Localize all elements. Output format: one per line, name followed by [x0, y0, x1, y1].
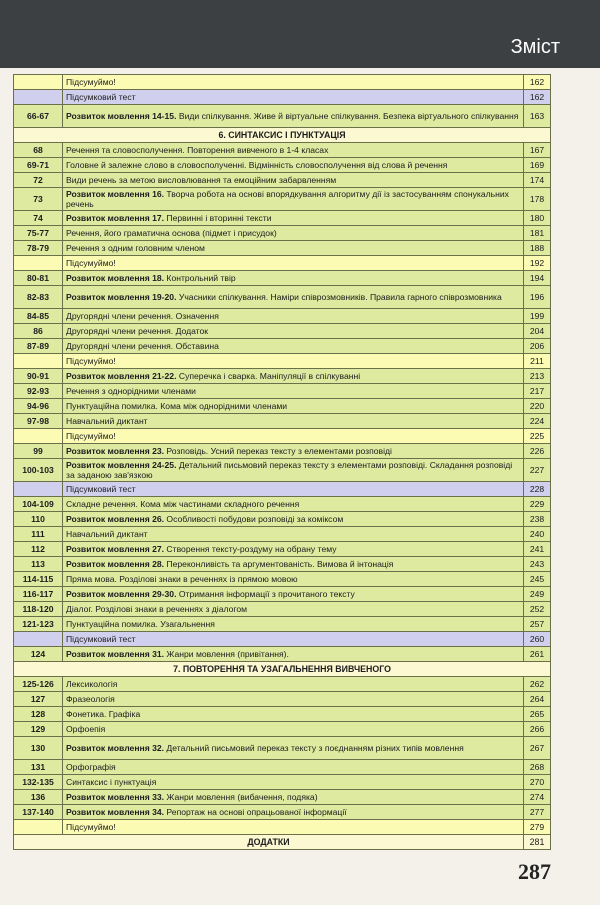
topic-cell — [63, 557, 524, 572]
lesson-number-cell — [14, 354, 63, 369]
toc-row — [14, 632, 551, 647]
lesson-number-cell — [14, 482, 63, 497]
toc-row — [14, 482, 551, 497]
topic-bold-prefix: Розвиток мовлення 34. — [66, 807, 165, 817]
lesson-number-cell — [14, 820, 63, 835]
page-cell: 180 — [524, 211, 551, 226]
toc-row — [14, 90, 551, 105]
topic-text: Другорядні члени речення. Додаток — [66, 326, 209, 336]
page-cell: 162 — [524, 90, 551, 105]
page-cell: 262 — [524, 677, 551, 692]
topic-text: Пунктуаційна помилка. Кома між однорідними членами — [66, 401, 288, 411]
topic-text: Складне речення. Кома між частинами складного речення — [66, 499, 300, 509]
toc-row — [14, 369, 551, 384]
topic-cell — [63, 722, 524, 737]
lesson-number-cell: 72 — [14, 173, 63, 188]
topic-cell — [63, 790, 524, 805]
lesson-number-cell: 100-103 — [14, 459, 63, 482]
section-heading-row — [14, 128, 551, 143]
topic-text: Підсумуймо! — [66, 431, 116, 441]
lesson-number-cell: 80-81 — [14, 271, 63, 286]
lesson-number-cell: 69-71 — [14, 158, 63, 173]
table-of-contents — [13, 74, 551, 850]
lesson-number-cell: 112 — [14, 542, 63, 557]
topic-cell — [63, 256, 524, 271]
lesson-number-cell — [14, 75, 63, 90]
lesson-number-cell — [14, 90, 63, 105]
topic-cell — [63, 75, 524, 90]
toc-row — [14, 414, 551, 429]
page-cell: 192 — [524, 256, 551, 271]
topic-bold-prefix: Розвиток мовлення 32. — [66, 743, 165, 753]
page-cell: 204 — [524, 324, 551, 339]
lesson-number-cell: 129 — [14, 722, 63, 737]
topic-cell — [63, 527, 524, 542]
toc-row — [14, 384, 551, 399]
topic-cell — [63, 226, 524, 241]
topic-cell — [63, 241, 524, 256]
topic-text: Лексикологія — [66, 679, 118, 689]
page-cell: 199 — [524, 309, 551, 324]
page-cell: 265 — [524, 707, 551, 722]
toc-row — [14, 737, 551, 760]
topic-text: Діалог. Розділові знаки в реченнях з діалогом — [66, 604, 248, 614]
lesson-number-cell: 121-123 — [14, 617, 63, 632]
lesson-number-cell: 125-126 — [14, 677, 63, 692]
toc-row — [14, 775, 551, 790]
page-cell: 178 — [524, 188, 551, 211]
topic-text: Детальний письмовий переказ тексту з поєднанням різних типів мовлення — [164, 743, 464, 753]
topic-text: Речення та словосполучення. Повторення вивченого в 1-4 класах — [66, 145, 329, 155]
topic-text: Фразеологія — [66, 694, 115, 704]
lesson-number-cell: 113 — [14, 557, 63, 572]
lesson-number-cell: 84-85 — [14, 309, 63, 324]
page-cell: 264 — [524, 692, 551, 707]
topic-bold-prefix: Розвиток мовлення 33. — [66, 792, 165, 802]
topic-text: Синтаксис і пунктуація — [66, 777, 157, 787]
topic-text: Отримання інформації з прочитаного тексту — [176, 589, 355, 599]
lesson-number-cell: 124 — [14, 647, 63, 662]
topic-text: Репортаж на основі опрацьованої інформації — [164, 807, 347, 817]
page-title: Зміст — [510, 36, 560, 58]
topic-cell — [63, 173, 524, 188]
lesson-number-cell: 92-93 — [14, 384, 63, 399]
page-cell: 227 — [524, 459, 551, 482]
topic-cell — [63, 158, 524, 173]
topic-cell — [63, 188, 524, 211]
lesson-number-cell: 116-117 — [14, 587, 63, 602]
topic-bold-prefix: Розвиток мовлення 17. — [66, 213, 165, 223]
topic-cell — [63, 444, 524, 459]
topic-text: Особливості побудови розповіді за коміксом — [164, 514, 344, 524]
topic-text: Контрольний твір — [164, 273, 236, 283]
lesson-number-cell: 132-135 — [14, 775, 63, 790]
topic-text: Жанри мовлення (вибачення, подяка) — [164, 792, 318, 802]
toc-row — [14, 309, 551, 324]
topic-text: Речення з одним головним членом — [66, 243, 205, 253]
page-cell: 252 — [524, 602, 551, 617]
page-number: 287 — [518, 859, 551, 884]
page-cell: 226 — [524, 444, 551, 459]
page-cell: 167 — [524, 143, 551, 158]
topic-cell — [63, 805, 524, 820]
page-cell: 206 — [524, 339, 551, 354]
lesson-number-cell: 86 — [14, 324, 63, 339]
page-cell: 260 — [524, 632, 551, 647]
toc-row — [14, 572, 551, 587]
topic-cell — [63, 760, 524, 775]
page-cell: 270 — [524, 775, 551, 790]
topic-text: Другорядні члени речення. Означення — [66, 311, 219, 321]
topic-cell — [63, 677, 524, 692]
topic-cell — [63, 271, 524, 286]
topic-cell — [63, 324, 524, 339]
page-cell: 267 — [524, 737, 551, 760]
topic-bold-prefix: Розвиток мовлення 26. — [66, 514, 165, 524]
topic-text: Переконливість та аргументованість. Вимова й інтонація — [164, 559, 394, 569]
toc-row — [14, 587, 551, 602]
toc-row — [14, 241, 551, 256]
topic-text: Детальний письмовий переказ тексту з елементами розповіді. Складання розповіді за заданою зав'язкою — [66, 460, 513, 480]
topic-cell — [63, 339, 524, 354]
page-cell: 228 — [524, 482, 551, 497]
lesson-number-cell: 66-67 — [14, 105, 63, 128]
topic-cell — [63, 309, 524, 324]
toc-row — [14, 692, 551, 707]
topic-cell — [63, 692, 524, 707]
lesson-number-cell: 118-120 — [14, 602, 63, 617]
lesson-number-cell: 68 — [14, 143, 63, 158]
topic-text: Жанри мовлення (привітання). — [164, 649, 289, 659]
topic-bold-prefix: Розвиток мовлення 23. — [66, 446, 165, 456]
lesson-number-cell: 90-91 — [14, 369, 63, 384]
topic-bold-prefix: Розвиток мовлення 19-20. — [66, 292, 177, 302]
topic-bold-prefix: Розвиток мовлення 29-30. — [66, 589, 177, 599]
topic-text: Первинні і вторинні тексти — [164, 213, 272, 223]
toc-row — [14, 677, 551, 692]
topic-bold-prefix: Розвиток мовлення 24-25. — [66, 460, 177, 470]
topic-cell — [63, 632, 524, 647]
topic-cell — [63, 587, 524, 602]
topic-text: Підсумуймо! — [66, 77, 116, 87]
section-title: ДОДАТКИ — [14, 835, 524, 850]
topic-cell — [63, 286, 524, 309]
lesson-number-cell: 73 — [14, 188, 63, 211]
topic-text: Навчальний диктант — [66, 529, 148, 539]
lesson-number-cell: 114-115 — [14, 572, 63, 587]
topic-cell — [63, 482, 524, 497]
page-cell: 163 — [524, 105, 551, 128]
page-cell: 174 — [524, 173, 551, 188]
toc-row — [14, 271, 551, 286]
topic-cell — [63, 647, 524, 662]
toc-row — [14, 429, 551, 444]
topic-cell — [63, 429, 524, 444]
topic-cell — [63, 542, 524, 557]
toc-row — [14, 647, 551, 662]
toc-row — [14, 256, 551, 271]
lesson-number-cell: 97-98 — [14, 414, 63, 429]
lesson-number-cell: 99 — [14, 444, 63, 459]
page-cell: 196 — [524, 286, 551, 309]
lesson-number-cell: 137-140 — [14, 805, 63, 820]
toc-row — [14, 790, 551, 805]
header-bar — [0, 0, 600, 68]
page-cell: 240 — [524, 527, 551, 542]
toc-row — [14, 286, 551, 309]
topic-cell — [63, 602, 524, 617]
page-cell: 211 — [524, 354, 551, 369]
page-cell: 279 — [524, 820, 551, 835]
topic-text: Фонетика. Графіка — [66, 709, 141, 719]
page-cell: 277 — [524, 805, 551, 820]
page-cell: 224 — [524, 414, 551, 429]
topic-cell — [63, 90, 524, 105]
topic-text: Підсумковий тест — [66, 484, 136, 494]
topic-text: Підсумуймо! — [66, 822, 116, 832]
topic-text: Орфографія — [66, 762, 116, 772]
lesson-number-cell: 127 — [14, 692, 63, 707]
topic-text: Розповідь. Усний переказ тексту з елементами розповіді — [164, 446, 392, 456]
toc-row — [14, 459, 551, 482]
toc-row — [14, 542, 551, 557]
topic-text: Речення з однорідними членами — [66, 386, 196, 396]
page-cell: 169 — [524, 158, 551, 173]
topic-cell — [63, 497, 524, 512]
toc-row — [14, 602, 551, 617]
topic-cell — [63, 572, 524, 587]
page-cell: 245 — [524, 572, 551, 587]
toc-row — [14, 354, 551, 369]
toc-row — [14, 820, 551, 835]
toc-row — [14, 188, 551, 211]
toc-row — [14, 339, 551, 354]
page-cell: 238 — [524, 512, 551, 527]
page-cell: 225 — [524, 429, 551, 444]
topic-text: Головне й залежне слово в словосполученні. Відмінність словосполучення від слова й речення — [66, 160, 448, 170]
toc-row — [14, 105, 551, 128]
lesson-number-cell: 130 — [14, 737, 63, 760]
toc-row — [14, 557, 551, 572]
lesson-number-cell: 136 — [14, 790, 63, 805]
toc-row — [14, 512, 551, 527]
lesson-number-cell: 110 — [14, 512, 63, 527]
topic-cell — [63, 399, 524, 414]
topic-text: Створення тексту-роздуму на обрану тему — [164, 544, 337, 554]
toc-row — [14, 173, 551, 188]
topic-text: Види речень за метою висловлювання та емоційним забарвленням — [66, 175, 337, 185]
toc-row — [14, 707, 551, 722]
page-cell: 194 — [524, 271, 551, 286]
toc-row — [14, 497, 551, 512]
topic-bold-prefix: Розвиток мовлення 28. — [66, 559, 165, 569]
topic-cell — [63, 820, 524, 835]
page-cell: 274 — [524, 790, 551, 805]
page-cell: 217 — [524, 384, 551, 399]
topic-cell — [63, 707, 524, 722]
toc-row — [14, 527, 551, 542]
topic-cell — [63, 105, 524, 128]
topic-cell — [63, 354, 524, 369]
topic-text: Другорядні члени речення. Обставина — [66, 341, 219, 351]
section-heading-row — [14, 835, 551, 850]
topic-cell — [63, 737, 524, 760]
topic-text: Орфоепія — [66, 724, 106, 734]
toc-row — [14, 444, 551, 459]
topic-bold-prefix: Розвиток мовлення 14-15. — [66, 111, 177, 121]
topic-text: Підсумковий тест — [66, 634, 136, 644]
lesson-number-cell: 131 — [14, 760, 63, 775]
topic-cell — [63, 369, 524, 384]
lesson-number-cell: 104-109 — [14, 497, 63, 512]
lesson-number-cell — [14, 632, 63, 647]
page-cell: 257 — [524, 617, 551, 632]
topic-text: Види спілкування. Живе й віртуальне спілкування. Безпека віртуального спілкування — [176, 111, 519, 121]
toc-row — [14, 805, 551, 820]
topic-text: Творча робота на основі впорядкування алгоритму дії із застосуванням спонукальних речень — [66, 189, 509, 209]
topic-text: Пряма мова. Розділові знаки в реченнях із прямою мовою — [66, 574, 298, 584]
toc-row — [14, 143, 551, 158]
page-cell: 261 — [524, 647, 551, 662]
topic-text: Навчальний диктант — [66, 416, 148, 426]
toc-row — [14, 399, 551, 414]
toc-row — [14, 226, 551, 241]
topic-bold-prefix: Розвиток мовлення 21-22. — [66, 371, 177, 381]
page-cell: 241 — [524, 542, 551, 557]
toc-row — [14, 324, 551, 339]
topic-text: Підсумуймо! — [66, 258, 116, 268]
lesson-number-cell: 75-77 — [14, 226, 63, 241]
page-cell: 243 — [524, 557, 551, 572]
lesson-number-cell: 78-79 — [14, 241, 63, 256]
lesson-number-cell: 111 — [14, 527, 63, 542]
topic-text: Підсумуймо! — [66, 356, 116, 366]
toc-row — [14, 617, 551, 632]
page-cell: 162 — [524, 75, 551, 90]
topic-cell — [63, 775, 524, 790]
page-cell: 213 — [524, 369, 551, 384]
topic-cell — [63, 384, 524, 399]
topic-text: Речення, його граматична основа (підмет і присудок) — [66, 228, 277, 238]
topic-cell — [63, 414, 524, 429]
topic-bold-prefix: Розвиток мовлення 31. — [66, 649, 165, 659]
page-cell: 188 — [524, 241, 551, 256]
page-cell: 220 — [524, 399, 551, 414]
topic-bold-prefix: Розвиток мовлення 18. — [66, 273, 165, 283]
page-cell: 249 — [524, 587, 551, 602]
lesson-number-cell: 128 — [14, 707, 63, 722]
lesson-number-cell — [14, 256, 63, 271]
lesson-number-cell: 74 — [14, 211, 63, 226]
page-cell: 229 — [524, 497, 551, 512]
lesson-number-cell: 94-96 — [14, 399, 63, 414]
topic-cell — [63, 143, 524, 158]
topic-text: Суперечка і сварка. Маніпуляції в спілкуванні — [176, 371, 361, 381]
toc-row — [14, 722, 551, 737]
topic-bold-prefix: Розвиток мовлення 16. — [66, 189, 165, 199]
page-cell: 268 — [524, 760, 551, 775]
page-cell: 281 — [524, 835, 551, 850]
topic-text: Підсумковий тест — [66, 92, 136, 102]
topic-cell — [63, 459, 524, 482]
section-title: 7. ПОВТОРЕННЯ ТА УЗАГАЛЬНЕННЯ ВИВЧЕНОГО — [14, 662, 551, 677]
toc-row — [14, 211, 551, 226]
toc-row — [14, 158, 551, 173]
topic-cell — [63, 512, 524, 527]
topic-cell — [63, 211, 524, 226]
topic-text: Пунктуаційна помилка. Узагальнення — [66, 619, 215, 629]
topic-text: Учасники спілкування. Наміри співрозмовників. Правила гарного співрозмовника — [176, 292, 502, 302]
topic-cell — [63, 617, 524, 632]
page-cell: 266 — [524, 722, 551, 737]
toc-row — [14, 760, 551, 775]
lesson-number-cell: 82-83 — [14, 286, 63, 309]
page-cell: 181 — [524, 226, 551, 241]
lesson-number-cell — [14, 429, 63, 444]
toc-row — [14, 75, 551, 90]
topic-bold-prefix: Розвиток мовлення 27. — [66, 544, 165, 554]
section-heading-row — [14, 662, 551, 677]
lesson-number-cell: 87-89 — [14, 339, 63, 354]
section-title: 6. СИНТАКСИС І ПУНКТУАЦІЯ — [14, 128, 551, 143]
